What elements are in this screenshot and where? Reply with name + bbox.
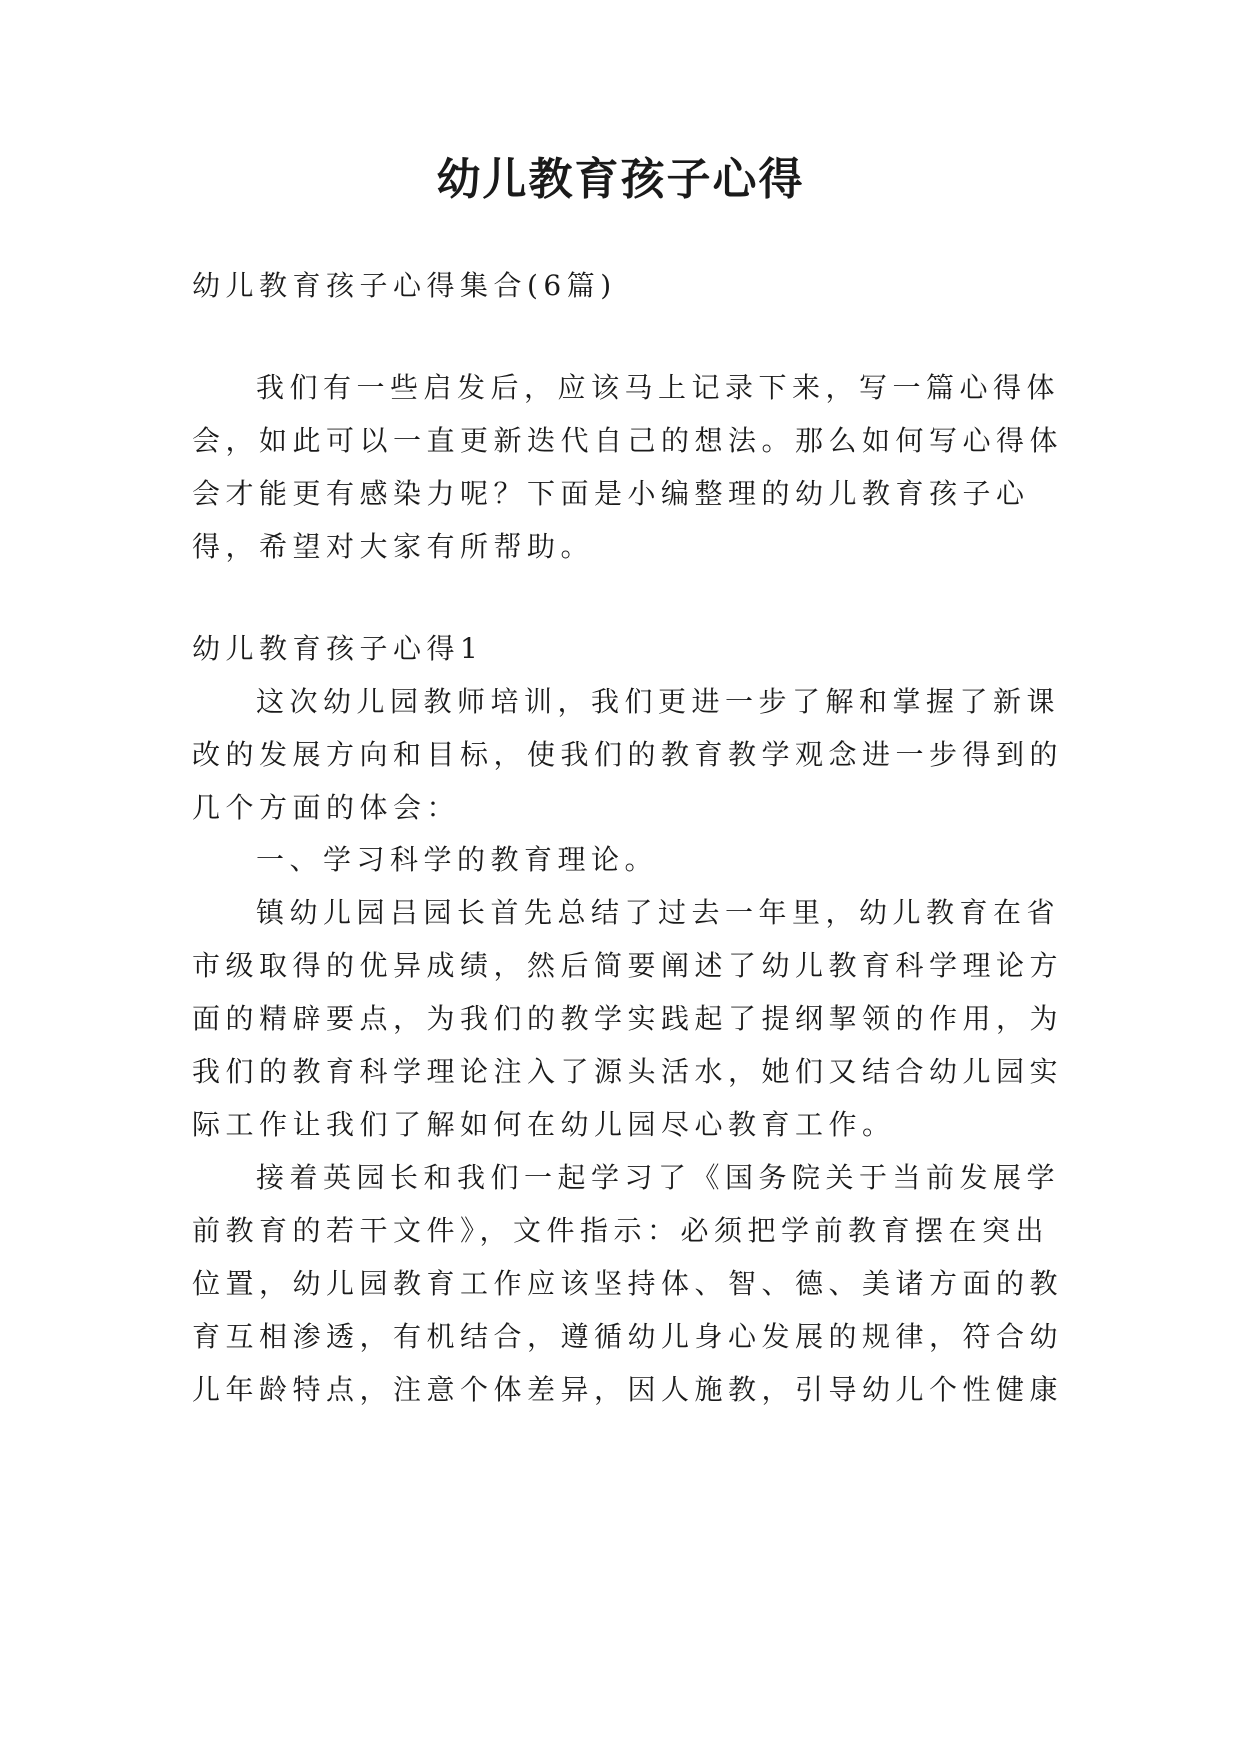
body-line: 这次幼儿园教师培训，我们更进一步了解和掌握了新课 <box>256 685 1061 718</box>
intro-line: 得，希望对大家有所帮助。 <box>192 530 595 563</box>
body-line: 前教育的若干文件》，文件指示：必须把学前教育摆在突出 <box>192 1214 1050 1247</box>
body-line: 我们的教育科学理论注入了源头活水，她们又结合幼儿园实 <box>192 1055 1064 1088</box>
body-line: 面的精辟要点，为我们的教学实践起了提纲挈领的作用，为 <box>192 1002 1064 1035</box>
body-line: 育互相渗透，有机结合，遵循幼儿身心发展的规律，符合幼 <box>192 1320 1064 1353</box>
body-line: 改的发展方向和目标，使我们的教育教学观念进一步得到的 <box>192 738 1064 771</box>
document-subtitle: 幼儿教育孩子心得集合(6篇) <box>192 269 617 302</box>
body-line: 一、学习科学的教育理论。 <box>256 843 659 876</box>
document-title: 幼儿教育孩子心得 <box>436 154 805 205</box>
body-line: 位置，幼儿园教育工作应该坚持体、智、德、美诸方面的教 <box>192 1267 1064 1300</box>
intro-line: 会，如此可以一直更新迭代自己的想法。那么如何写心得体 <box>192 424 1064 457</box>
body-line: 镇幼儿园吕园长首先总结了过去一年里，幼儿教育在省 <box>256 896 1061 929</box>
body-line: 儿年龄特点，注意个体差异，因人施教，引导幼儿个性健康 <box>192 1373 1064 1406</box>
section-heading: 幼儿教育孩子心得1 <box>192 632 484 665</box>
body-line: 际工作让我们了解如何在幼儿园尽心教育工作。 <box>192 1108 896 1141</box>
intro-line: 我们有一些启发后，应该马上记录下来，写一篇心得体 <box>256 371 1061 404</box>
body-line: 几个方面的体会： <box>192 791 461 824</box>
body-line: 市级取得的优异成绩，然后简要阐述了幼儿教育科学理论方 <box>192 949 1064 982</box>
body-line: 接着英园长和我们一起学习了《国务院关于当前发展学 <box>256 1161 1061 1194</box>
intro-line: 会才能更有感染力呢？下面是小编整理的幼儿教育孩子心 <box>192 477 1030 510</box>
